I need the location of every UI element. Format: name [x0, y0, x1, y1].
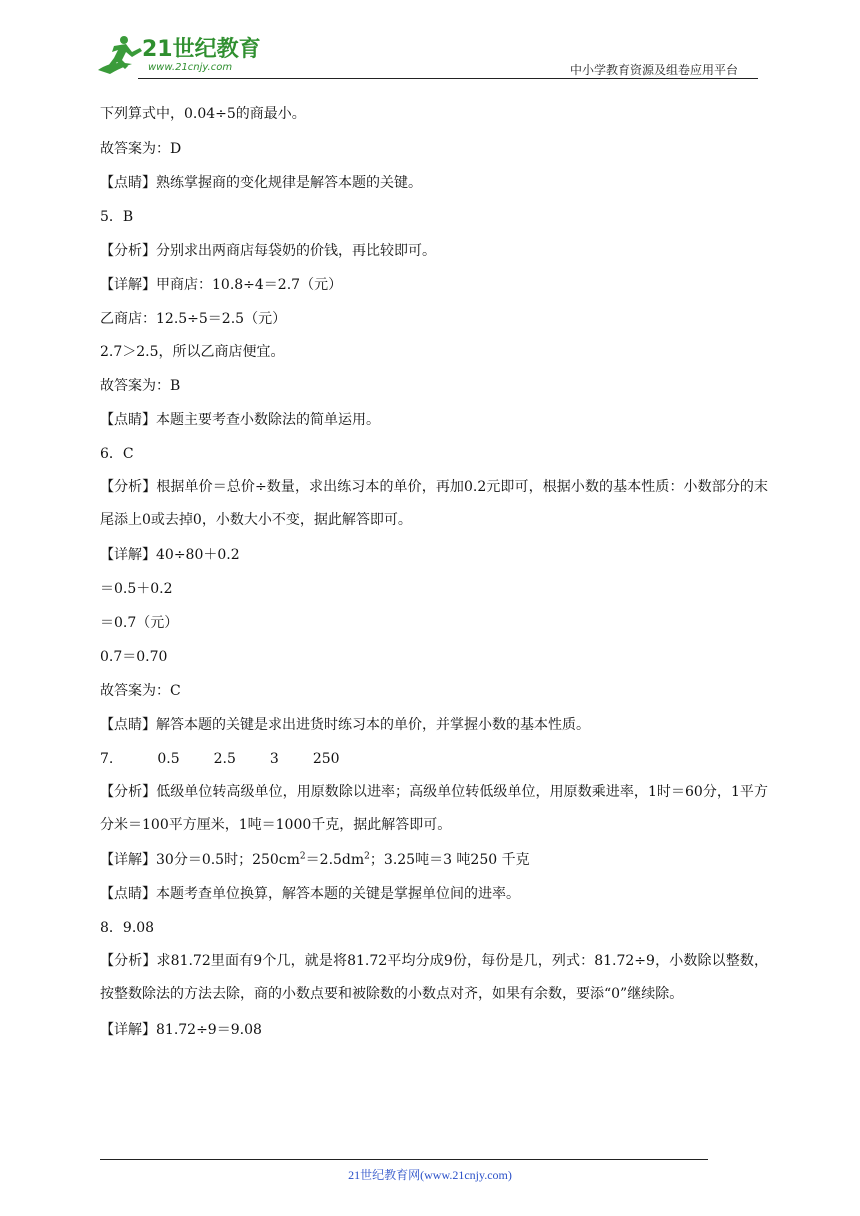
question-7-answers	[100, 749, 340, 769]
svg-text:21世纪教育: 21世纪教育	[142, 37, 261, 62]
text-paragraph: 【分析】求81.72里面有9个几，就是将81.72平均分成9份，每份是几，列式：81.72÷9，小数除以整数，按整数除法的方法去除，商的小数点要和被除数的小数点对齐，如果有余数，要添“0”继续除。	[100, 953, 768, 1002]
text-line: 故答案为：D	[100, 141, 182, 157]
text-line: 【点睛】本题考查单位换算，解答本题的关键是掌握单位间的进率。	[100, 886, 520, 902]
question-number: 8．9.08	[100, 920, 155, 936]
svg-text:www.21cnjy.com: www.21cnjy.com	[148, 62, 233, 73]
text-line: ＝0.7（元）	[100, 615, 179, 631]
text-paragraph: 【分析】根据单价＝总价÷数量，求出练习本的单价，再加0.2元即可，根据小数的基本性质：小数部分的末尾添上0或去掉0，小数大小不变，据此解答即可。	[100, 479, 768, 528]
text-line: 故答案为：B	[100, 378, 181, 394]
site-logo	[92, 30, 262, 80]
answer-value: 2.5	[213, 751, 236, 767]
text-line: 2.7＞2.5，所以乙商店便宜。	[100, 344, 285, 360]
text-line: 乙商店：12.5÷5＝2.5（元）	[100, 311, 287, 327]
page-header	[0, 0, 860, 80]
answer-value: 3	[269, 751, 279, 767]
text-line: 故答案为：C	[100, 683, 181, 699]
text-line: 【点睛】解答本题的关键是求出进货时练习本的单价，并掌握小数的基本性质。	[100, 717, 590, 733]
text-line: 【点睛】本题主要考查小数除法的简单运用。	[100, 412, 380, 428]
header-divider	[138, 78, 758, 79]
text-line: ＝0.5＋0.2	[100, 581, 173, 597]
text-line: 【点睛】熟练掌握商的变化规律是解答本题的关键。	[100, 175, 422, 191]
text-paragraph: 【分析】低级单位转高级单位，用原数除以进率；高级单位转低级单位，用原数乘进率，1时＝60分，1平方分米＝100平方厘米，1吨＝1000千克，据此解答即可。	[100, 784, 768, 833]
text-line: 下列算式中，0.04÷5的商最小。	[100, 106, 306, 122]
answer-value: 0.5	[157, 751, 180, 767]
text-line: 【详解】40÷80＋0.2	[100, 547, 240, 563]
text-line: 【详解】81.72÷9＝9.08	[100, 1022, 262, 1038]
site-title: 中小学教育资源及组卷应用平台	[570, 63, 739, 77]
question-number: 7.	[100, 751, 114, 767]
text-line: 【分析】分别求出两商店每袋奶的价钱，再比较即可。	[100, 243, 436, 259]
footer-divider	[100, 1159, 708, 1160]
answer-value: 250	[312, 751, 340, 767]
question-number: 6．C	[100, 446, 134, 462]
text-line: 【详解】30分＝0.5时；$250cm^2=2.5dm^2$；3.25吨＝3 吨250 千克	[100, 851, 530, 868]
footer-text: 21世纪教育网(www.21cnjy.com)	[348, 1168, 512, 1182]
text-line: 0.7＝0.70	[100, 649, 168, 665]
text-line: 【详解】甲商店：10.8÷4＝2.7（元）	[100, 277, 343, 293]
question-number: 5．B	[100, 209, 134, 225]
